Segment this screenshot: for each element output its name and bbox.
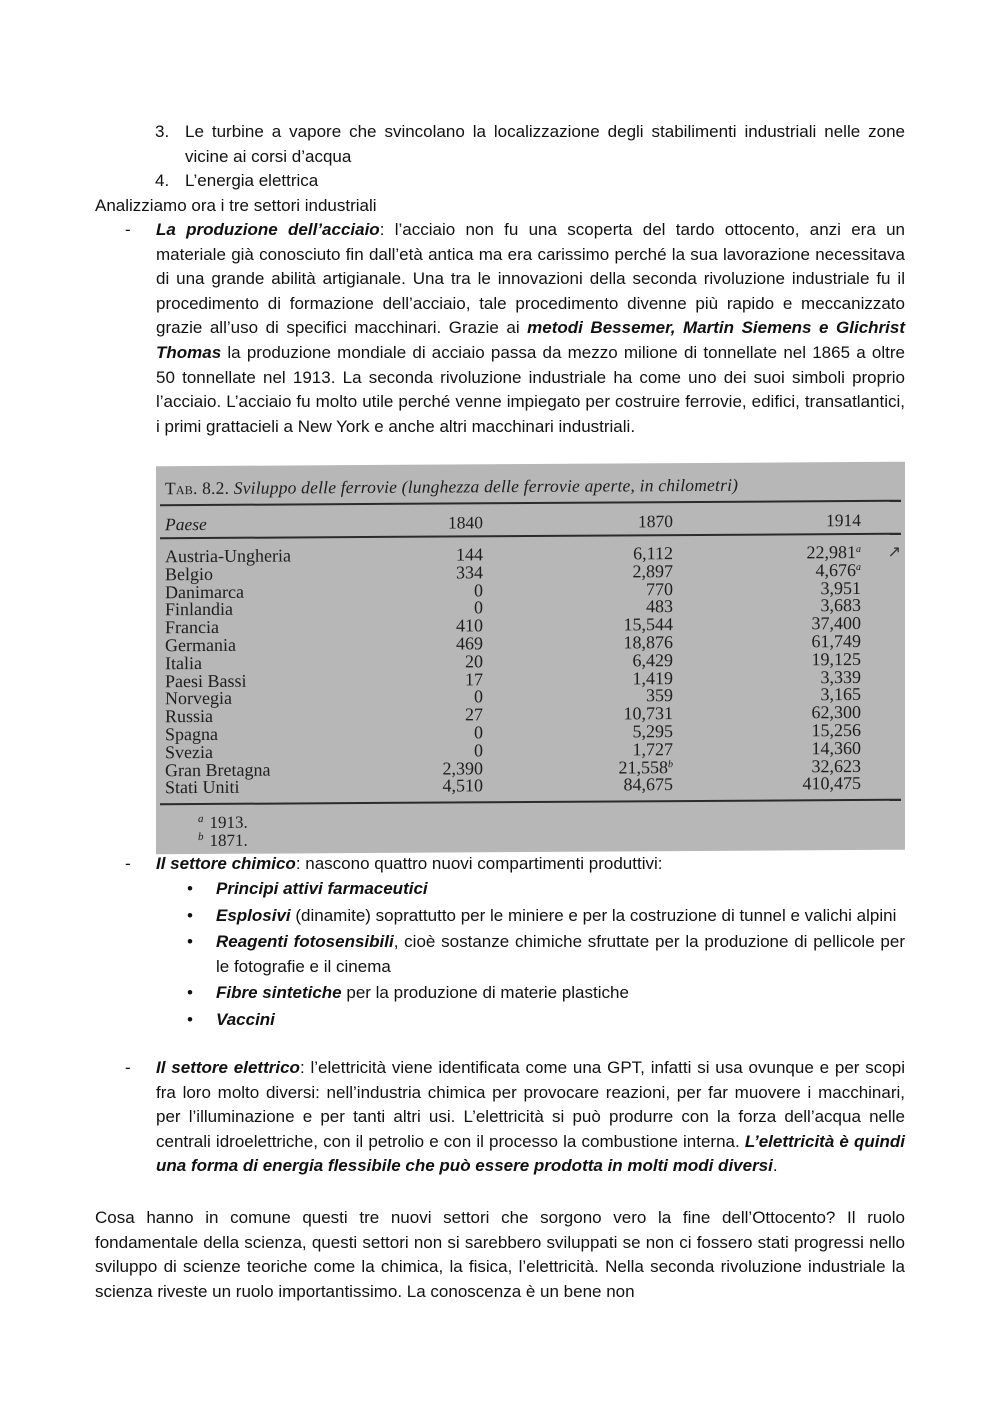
dash-marker: - xyxy=(125,1058,131,1077)
cell-1914-value: 14,360 xyxy=(811,737,861,759)
cell-1914-value: 62,300 xyxy=(811,702,861,723)
header-1870: 1870 xyxy=(638,511,673,532)
bullet-rest: per la produzione di materie plastiche xyxy=(341,983,629,1003)
cell-1870-value: 483 xyxy=(646,596,673,617)
cell-1840-value: 144 xyxy=(456,544,483,565)
cell-1840-value: 334 xyxy=(456,562,483,583)
electric-paragraph xyxy=(95,1056,905,1179)
cell-1870-value: 359 xyxy=(646,685,673,706)
bullet-bold: Reagenti fotosensibili xyxy=(216,932,394,952)
railway-table-scan xyxy=(156,462,905,855)
footnote-text: 1913. xyxy=(209,812,248,832)
cell-1840-value: 17 xyxy=(465,668,483,689)
cell-1914-value: 61,749 xyxy=(811,630,861,652)
footnote-mark: a xyxy=(856,543,861,556)
electric-emphasis: L’elettricità è quindi una forma di energia flessibile che può essere prodotta in molti modi diversi xyxy=(156,1131,905,1176)
cell-1914-value: 32,623 xyxy=(811,755,861,776)
cell-country-value: Danimarca xyxy=(165,581,244,602)
bullet-marker: • xyxy=(187,983,193,1003)
electric-text: : l’elettricità viene identificata come una GPT, infatti si usa ovunque e per scopi fra loro molto diversi: nell’industria chimica per provocare reazioni, per far muovere i macchinari, per l’illuminazione e per tanti altri usi. L’elettricità si può produrre con la forza dell’acqua nelle centrali idroelettriche, con il petrolio e con il processo la combustione interna. xyxy=(156,1058,905,1151)
cell-country-value: Francia xyxy=(165,617,219,638)
cell-1870-value: 1,727 xyxy=(632,738,673,760)
bullet-bold: Esplosivi xyxy=(216,905,291,925)
header-1914: 1914 xyxy=(826,509,861,531)
cell-1914-value: 3,165 xyxy=(820,684,861,705)
table-rule-bottom xyxy=(160,799,901,805)
pen-mark: ↗ xyxy=(887,543,901,561)
bullet-bold: Vaccini xyxy=(216,1009,275,1029)
cell-1914-value: 3,951 xyxy=(820,577,861,598)
dash-marker: - xyxy=(125,854,131,873)
cell-country-value: Spagna xyxy=(165,723,218,745)
steel-text-2: la produzione mondiale di acciaio passa da mezzo milione di tonnellate nel 1865 a oltre 50 tonnellate nel 1913. La seconda rivoluzione industriale ha come uno dei suoi simboli proprio l’acciaio. L’acciaio fu molto utile perché venne impiegato per costruire ferrovie, edifici, transatlantici, i primi grattacieli a New York e anche altri macchinari industriali. xyxy=(156,342,905,436)
list-item-4 xyxy=(95,169,905,194)
cell-country-value: Svezia xyxy=(165,741,213,762)
cell-1914-value: 3,683 xyxy=(820,595,861,616)
dash-marker: - xyxy=(125,220,131,239)
table-body xyxy=(156,544,905,798)
conclusion-paragraph: Cosa hanno in comune questi tre nuovi settori che sorgono vero la fine dell’Ottocento? Il ruolo fondamentale della scienza, questi settori non si sarebbero sviluppati se non ci fossero stati progressi nello sviluppo di scienze teoriche come la chimica, la fisica, l’elettricità. Nella seconda rivoluzione industriale la scienza riveste un ruolo importantissimo. La conoscenza è un bene non xyxy=(95,1208,905,1301)
bullet-bold: Fibre sintetiche xyxy=(216,983,342,1003)
cell-country-value: Belgio xyxy=(165,563,213,585)
table-row xyxy=(156,775,905,797)
cell-country xyxy=(165,779,240,797)
cell-1914 xyxy=(803,775,862,793)
bullet-marker: • xyxy=(187,1009,193,1029)
cell-1914-value: 15,256 xyxy=(811,719,861,741)
cell-country-value: Italia xyxy=(165,652,202,674)
footnote-mark: a xyxy=(198,812,204,826)
cell-1840-value: 2,390 xyxy=(442,757,483,779)
steel-methods: metodi Bessemer, Martin Siemens e Glichrist Thomas xyxy=(156,318,905,362)
table-footnotes xyxy=(198,814,248,850)
chemical-bullets xyxy=(95,877,905,1033)
cell-1914-value: 22,981 xyxy=(806,542,856,563)
cell-1870-value: 18,876 xyxy=(623,632,673,653)
cell-1840-value: 0 xyxy=(474,579,483,600)
bullet-item xyxy=(95,877,905,902)
list-item-3 xyxy=(95,120,905,169)
list-item-text: L’energia elettrica xyxy=(185,171,319,191)
steel-paragraph xyxy=(95,218,905,439)
cell-country-value: Austria-Ungheria xyxy=(165,545,291,567)
cell-country-value: Norvegia xyxy=(165,688,232,709)
footnote-mark: b xyxy=(668,758,673,770)
cell-1840-value: 0 xyxy=(474,686,483,707)
cell-1840-value: 27 xyxy=(465,704,483,725)
bullet-bold: Principi attivi farmaceutici xyxy=(216,879,428,898)
bullet-rest: (dinamite) soprattutto per le miniere e per la costruzione di tunnel e valichi alpini xyxy=(290,905,897,925)
cell-1914-value: 37,400 xyxy=(811,613,861,634)
cell-1840-value: 469 xyxy=(456,633,483,654)
cell-1870-value: 84,675 xyxy=(623,774,673,795)
cell-1840-value: 20 xyxy=(465,651,483,672)
cell-country-value: Paesi Bassi xyxy=(165,670,247,691)
bullet-item xyxy=(95,981,905,1006)
cell-1840-value: 0 xyxy=(474,722,483,743)
cell-country-value: Germania xyxy=(165,634,236,656)
list-number: 3. xyxy=(155,122,170,141)
footnote-text: 1871. xyxy=(209,830,248,850)
cell-country-value: Stati Uniti xyxy=(165,777,240,798)
chemical-paragraph xyxy=(95,852,905,877)
cell-1870-value: 10,731 xyxy=(623,703,673,724)
cell-1870 xyxy=(624,776,674,794)
footnote xyxy=(198,832,248,850)
bullet-marker: • xyxy=(187,905,193,925)
numbered-list-top xyxy=(95,120,905,194)
bullet-marker: • xyxy=(187,879,193,898)
table-caption xyxy=(165,473,738,501)
cell-country-value: Finlandia xyxy=(165,599,233,620)
electric-title: Il settore elettrico xyxy=(156,1058,300,1077)
footnote-mark: b xyxy=(198,830,204,844)
table-rule-top xyxy=(160,500,901,506)
bullet-marker: • xyxy=(187,932,193,952)
cell-country-value: Gran Bretagna xyxy=(165,759,271,780)
list-number: 4. xyxy=(155,171,170,191)
table-title: Sviluppo delle ferrovie (lunghezza delle ferrovie aperte, in chilometri) xyxy=(233,474,739,498)
cell-1840 xyxy=(442,775,484,796)
cell-1870-value: 2,897 xyxy=(632,560,673,582)
cell-1840-value: 0 xyxy=(474,740,483,761)
cell-country-value: Russia xyxy=(165,706,214,727)
bullet-rest: , cioè sostanze chimiche sfruttate per la produzione di pellicole per le fotografie e il cinema xyxy=(216,932,905,976)
cell-1870-value: 5,295 xyxy=(632,721,673,742)
header-country: Paese xyxy=(165,513,207,535)
chemical-title: Il settore chimico xyxy=(156,854,296,873)
bullet-item xyxy=(95,930,905,979)
steel-text-1: : l’acciaio non fu una scoperta del tardo ottocento, anzi era un materiale già conosciuto fin dall’età antica ma era carissimo perché la sua lavorazione necessitava di una grande abilità artigianale. Una tra le innovazioni della seconda rivoluzione industriale fu il procedimento di formazione dell’acciaio, tale procedimento divenne più rapido e meccanizzato grazie all’uso di specifici macchinari. Grazie ai xyxy=(156,220,905,338)
bullet-item xyxy=(95,904,905,929)
cell-1840-value: 410 xyxy=(456,615,483,636)
cell-1914-value: 3,339 xyxy=(820,666,861,687)
cell-1870-value: 770 xyxy=(646,578,673,599)
cell-1870-value: 6,429 xyxy=(632,649,673,671)
header-1840: 1840 xyxy=(448,512,483,533)
cell-1870-value: 1,419 xyxy=(632,667,673,688)
table-label: Tab. 8.2. xyxy=(165,477,230,499)
bullet-item xyxy=(95,1008,905,1033)
footnote xyxy=(198,814,248,832)
cell-1870-value: 6,112 xyxy=(633,543,673,564)
steel-title: La produzione dell’acciaio xyxy=(156,220,380,239)
cell-1914-value: 19,125 xyxy=(811,648,861,670)
cell-1914-value: 410,475 xyxy=(802,773,861,794)
electric-end: . xyxy=(772,1156,778,1176)
cell-1840-value: 4,510 xyxy=(442,775,483,796)
cell-1870-value: 15,544 xyxy=(623,614,673,635)
table-rule-header xyxy=(160,533,901,539)
footnote-mark: a xyxy=(856,561,861,573)
cell-1914-value: 4,676 xyxy=(815,559,856,581)
chemical-text: : nascono quattro nuovi compartimenti produttivi: xyxy=(295,854,663,873)
intro-line: Analizziamo ora i tre settori industriali xyxy=(95,196,377,215)
cell-1840-value: 0 xyxy=(474,597,483,618)
list-item-text: Le turbine a vapore che svincolano la localizzazione degli stabilimenti industriali nelle zone vicine ai corsi d’acqua xyxy=(185,122,905,166)
cell-1870-value: 21,558 xyxy=(618,756,668,778)
